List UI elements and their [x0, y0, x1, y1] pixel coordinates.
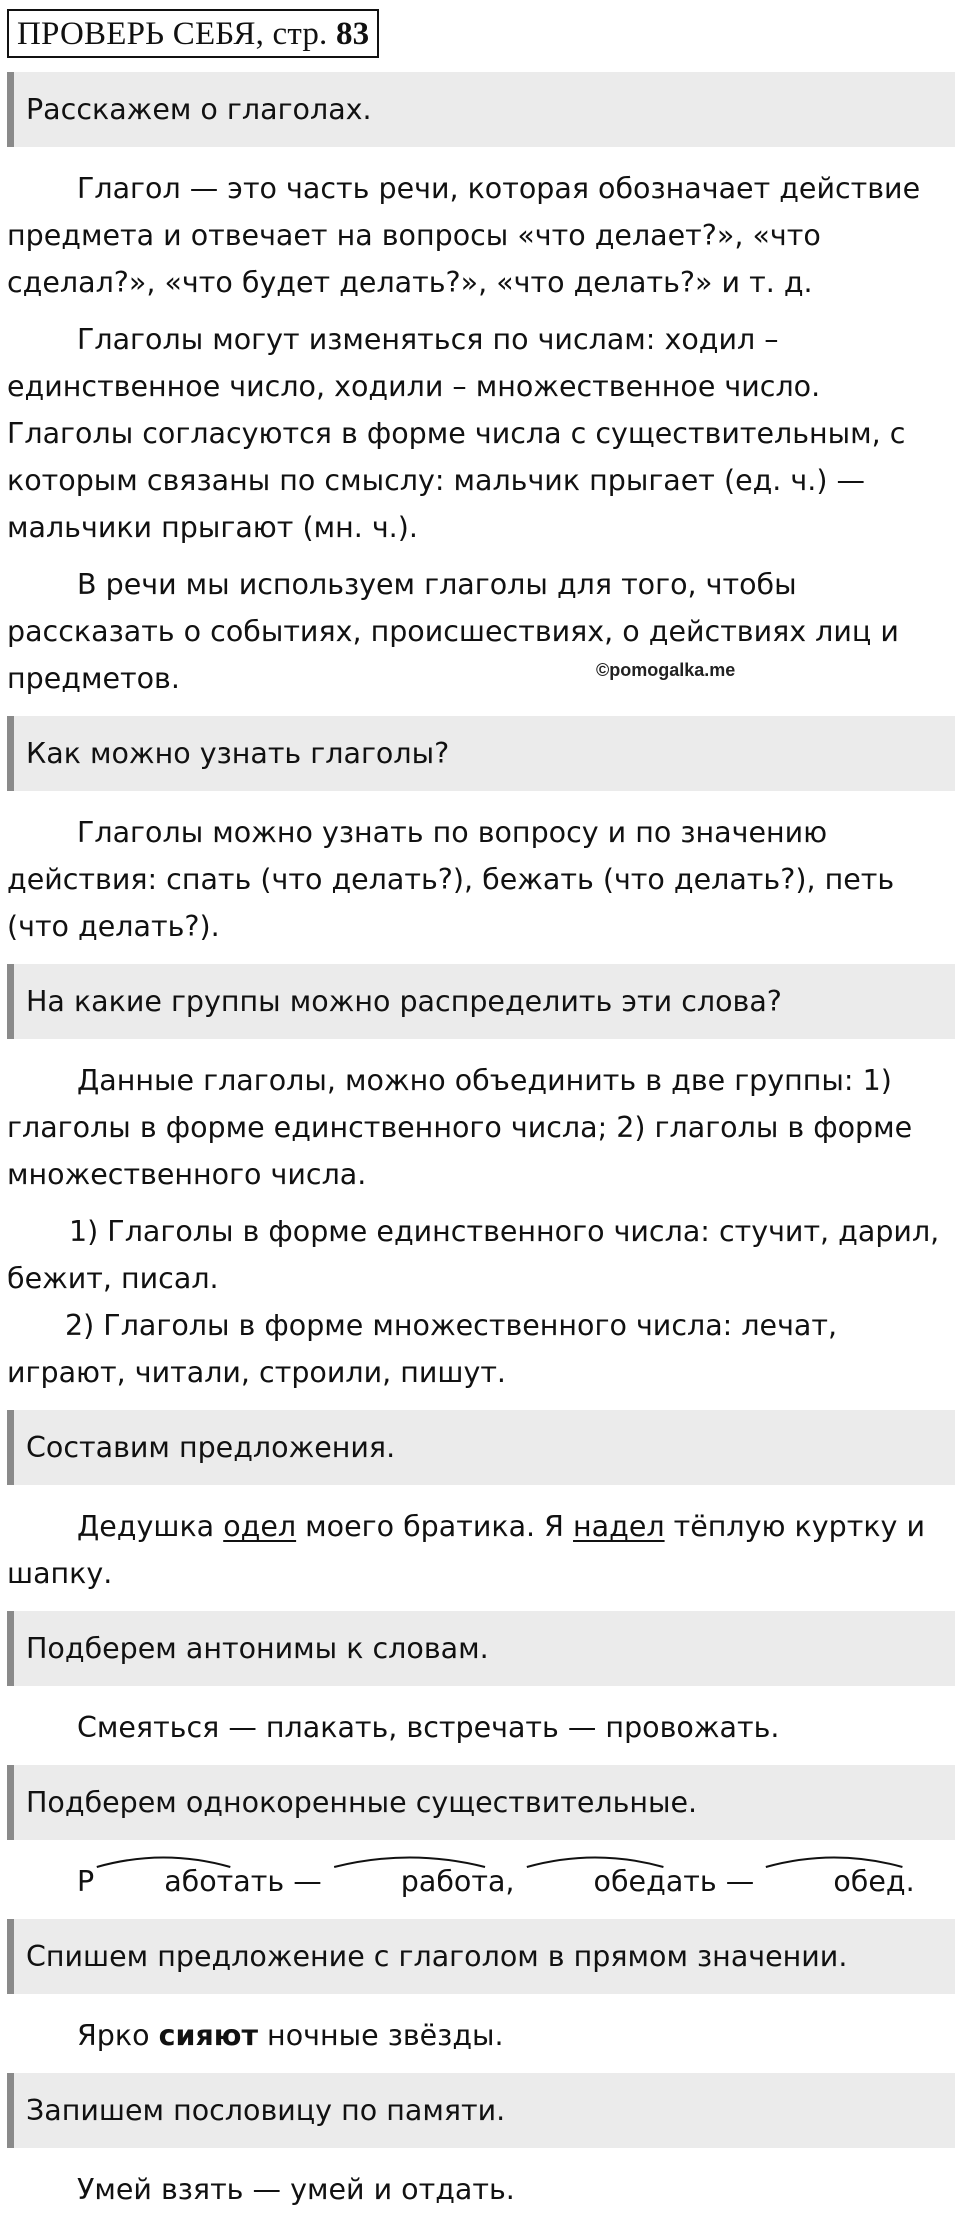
answer-paragraph: Глагол — это часть речи, которая обозначает действие предмета и отвечает на вопросы «что делает?», «что сделал?», «что будет делать?», «что делать?» и т. д. [7, 172, 921, 299]
section-heading-6: Подберем однокоренные существительные. [7, 1765, 955, 1840]
root-arc-icon [763, 1854, 905, 1868]
word-root: работ [400, 1865, 488, 1898]
answer-sentence [7, 2012, 960, 2059]
root-arc-icon [331, 1854, 488, 1868]
answer-paragraph: Умей взять — умей и отдать. [77, 2173, 515, 2206]
answer-paragraph: В речи мы используем глаголы для того, чтобы рассказать о событиях, происшествиях, о действиях лиц и предметов. [7, 568, 899, 695]
underlined-verb: надел [573, 1510, 665, 1543]
word-root: обед [833, 1865, 906, 1898]
sentence-text: ночные звёзды. [258, 2019, 504, 2052]
watermark: ©pomogalka.me [596, 660, 736, 680]
root-arc-word [763, 1858, 905, 1905]
answer-paragraph: Глаголы можно узнать по вопросу и по значению действия: спать (что делать?), бежать (что делать?), петь (что делать?). [7, 816, 895, 943]
section-heading-7: Спишем предложение с глаголом в прямом значении. [7, 1919, 955, 1994]
answer-list-item: 1) Глаголы в форме единственного числа: стучит, дарил, бежит, писал. [7, 1215, 940, 1295]
section-heading-5: Подберем антонимы к словам. [7, 1611, 955, 1686]
word-prefix: Р [77, 1865, 95, 1898]
section-heading-3: На какие группы можно распределить эти слова? [7, 964, 955, 1039]
answer-paragraph: Глаголы могут изменяться по числам: ходил – единственное число, ходили – множественное число. Глаголы согласуются в форме числа с существительным, с которым связаны по смыслу: мальчик прыгает (ед. ч.) — мальчики прыгают (мн. ч.). [7, 323, 906, 544]
separator: — [284, 1865, 331, 1898]
page-header [7, 9, 379, 58]
word-root: обед [593, 1865, 666, 1898]
sentence-text: моего братика. Я [296, 1510, 574, 1543]
answer-paragraph: Смеяться — плакать, встречать — провожать. [77, 1711, 780, 1744]
section-heading-8: Запишем пословицу по памяти. [7, 2073, 955, 2148]
word-suffix: ать [665, 1865, 717, 1898]
separator: — [716, 1865, 764, 1898]
sentence-text: тёплую куртку и шапку. [7, 1510, 925, 1590]
word-suffix: ать [233, 1865, 285, 1898]
separator: , [505, 1865, 524, 1898]
sentence-text: Дедушка [77, 1510, 224, 1543]
answer-paragraph: Данные глаголы, можно объединить в две группы: 1) глаголы в форме единственного числа; 2) глаголы в форме множественного числа. [7, 1064, 913, 1191]
root-arc-word [331, 1858, 488, 1905]
section-heading-2: Как можно узнать глаголы? [7, 716, 955, 791]
section-heading-1: Расскажем о глаголах. [7, 72, 955, 147]
underlined-verb: одел [223, 1510, 297, 1543]
sentence-text: Ярко [77, 2019, 159, 2052]
bold-verb: сияют [158, 2019, 258, 2052]
header-title: ПРОВЕРЬ СЕБЯ, стр. [17, 16, 328, 52]
root-words-line [7, 1858, 960, 1905]
root-arc-word [524, 1858, 666, 1905]
root-arc-icon [524, 1854, 666, 1868]
root-arc-word [94, 1858, 233, 1905]
root-arc-icon [94, 1854, 233, 1868]
word-suffix: . [905, 1865, 915, 1898]
header-page-number: 83 [335, 16, 370, 52]
answer-sentences [7, 1503, 960, 1597]
word-root: абот [164, 1865, 234, 1898]
word-suffix: а [487, 1865, 506, 1898]
section-heading-4: Составим предложения. [7, 1410, 955, 1485]
answer-list-item: 2) Глаголы в форме множественного числа: лечат, играют, читали, строили, пишут. [7, 1309, 838, 1389]
